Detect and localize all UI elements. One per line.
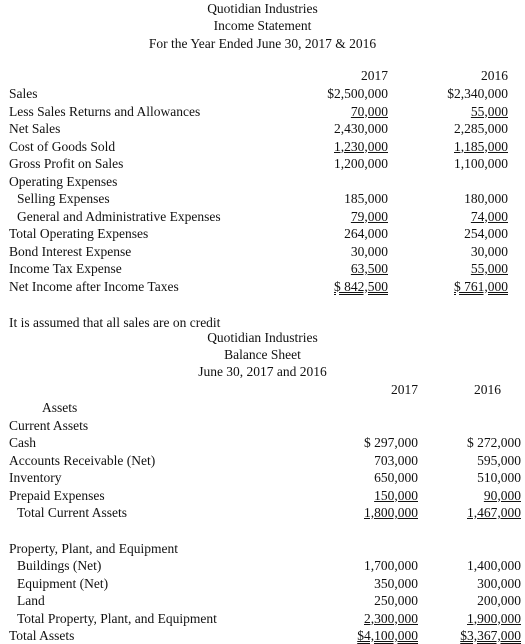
value-text: $ 272,000 (467, 435, 521, 450)
row-value-2017 (290, 191, 388, 207)
row-value-2016 (423, 628, 521, 644)
row-value-2016 (410, 86, 508, 102)
row-value-2017 (320, 576, 418, 592)
value-text: 90,000 (483, 487, 521, 503)
row-label: Operating Expenses (9, 173, 118, 189)
balance-sheet-period: June 30, 2017 and 2016 (198, 364, 327, 379)
value-text: 264,000 (344, 226, 388, 241)
value-text: 350,000 (374, 575, 418, 591)
row-value-2017 (320, 435, 418, 451)
value-text: 2,430,000 (334, 121, 388, 136)
current-assets-heading: Current Assets (9, 418, 89, 433)
row-label: Gross Profit on Sales (9, 156, 124, 171)
value-text: 180,000 (464, 191, 508, 206)
row-value-2017 (290, 121, 388, 137)
row-label: Land (17, 593, 45, 608)
row-value-2016 (410, 156, 508, 172)
value-text: 1,467,000 (467, 505, 521, 520)
ppe-heading: Property, Plant, and Equipment (9, 541, 178, 556)
row-value-2016 (410, 279, 508, 295)
value-text: 1,100,000 (454, 156, 508, 171)
value-text: 185,000 (344, 191, 388, 206)
row-value-2017 (290, 139, 388, 155)
row-value-2017 (290, 244, 388, 260)
value-text: $2,500,000 (327, 86, 388, 101)
row-value-2017 (290, 209, 388, 225)
row-value-2017 (290, 86, 388, 102)
value-text: $ 842,500 (334, 278, 388, 294)
value-text: 150,000 (374, 487, 418, 503)
row-value-2017 (290, 226, 388, 242)
value-text: 650,000 (374, 470, 418, 485)
row-value-2016 (410, 121, 508, 137)
balance-col-2017: 2017 (391, 382, 418, 397)
row-label: Cash (9, 435, 36, 450)
row-label: Equipment (Net) (17, 575, 109, 591)
value-text: 510,000 (477, 470, 521, 485)
value-text: 63,500 (350, 261, 388, 276)
value-text: 30,000 (350, 243, 388, 259)
value-text: 200,000 (477, 593, 521, 608)
value-text: 79,000 (350, 208, 388, 224)
row-label: Cost of Goods Sold (9, 138, 116, 154)
row-value-2016 (410, 261, 508, 277)
row-value-2017 (320, 488, 418, 504)
row-value-2016 (410, 226, 508, 242)
row-value-2016 (423, 576, 521, 592)
row-label: Buildings (Net) (17, 558, 102, 573)
value-text: 703,000 (374, 452, 418, 468)
value-text: 70,000 (350, 103, 388, 119)
value-text: 300,000 (477, 575, 521, 591)
row-value-2017 (290, 104, 388, 120)
row-value-2017 (320, 470, 418, 486)
value-text: 1,700,000 (364, 558, 418, 573)
row-label: Selling Expenses (17, 191, 110, 206)
value-text: 254,000 (464, 226, 508, 241)
row-value-2016 (410, 244, 508, 260)
balance-sheet-company: Quotidian Industries (207, 330, 318, 345)
row-value-2016 (423, 593, 521, 609)
row-value-2016 (423, 505, 521, 521)
row-value-2016 (410, 104, 508, 120)
row-value-2016 (423, 435, 521, 451)
row-value-2017 (320, 628, 418, 644)
row-label: Net Sales (9, 121, 61, 136)
row-label: Total Assets (9, 628, 75, 643)
credit-note: It is assumed that all sales are on credit (9, 315, 221, 330)
row-value-2017 (320, 505, 418, 521)
value-text: 2,285,000 (454, 121, 508, 136)
row-value-2016 (423, 611, 521, 627)
row-label: General and Administrative Expenses (17, 208, 221, 224)
value-text: 1,200,000 (334, 156, 388, 171)
value-text: 74,000 (470, 208, 508, 224)
value-text: $3,367,000 (460, 628, 521, 643)
value-text: 595,000 (477, 452, 521, 468)
row-value-2017 (320, 453, 418, 469)
income-statement-title: Income Statement (213, 18, 312, 33)
income-col-2017: 2017 (361, 68, 388, 83)
row-label: Total Operating Expenses (9, 226, 149, 241)
value-text: $ 761,000 (454, 278, 508, 294)
row-value-2017 (290, 156, 388, 172)
value-text: 1,185,000 (454, 138, 508, 154)
balance-sheet-title: Balance Sheet (224, 347, 301, 362)
income-statement-company: Quotidian Industries (207, 1, 318, 16)
row-label: Bond Interest Expense (9, 243, 132, 259)
row-value-2017 (290, 261, 388, 277)
row-value-2016 (423, 488, 521, 504)
row-value-2017 (320, 558, 418, 574)
value-text: 250,000 (374, 593, 418, 608)
assets-heading: Assets (42, 400, 78, 415)
value-text: 1,900,000 (467, 610, 521, 626)
value-text: 30,000 (470, 243, 508, 259)
row-label: Net Income after Income Taxes (9, 278, 179, 294)
income-col-2016: 2016 (481, 68, 508, 83)
row-label: Accounts Receivable (Net) (9, 452, 156, 468)
value-text: $4,100,000 (357, 628, 418, 643)
value-text: $ 297,000 (364, 435, 418, 450)
row-value-2017 (320, 611, 418, 627)
row-value-2016 (410, 209, 508, 225)
row-value-2016 (423, 558, 521, 574)
row-value-2016 (410, 139, 508, 155)
row-label: Inventory (9, 470, 62, 485)
row-value-2016 (423, 470, 521, 486)
row-label: Less Sales Returns and Allowances (9, 103, 201, 119)
value-text: 55,000 (470, 103, 508, 119)
row-label: Total Current Assets (17, 505, 128, 520)
value-text: 1,800,000 (364, 505, 418, 520)
value-text: 1,230,000 (334, 138, 388, 154)
income-statement-period: For the Year Ended June 30, 2017 & 2016 (148, 36, 377, 51)
row-label: Sales (9, 86, 38, 101)
value-text: 55,000 (470, 261, 508, 276)
balance-col-2016: 2016 (474, 382, 501, 397)
value-text: 1,400,000 (467, 558, 521, 573)
row-label: Prepaid Expenses (9, 487, 105, 503)
row-value-2016 (410, 191, 508, 207)
value-text: $2,340,000 (447, 86, 508, 101)
value-text: 2,300,000 (364, 610, 418, 626)
row-value-2016 (423, 453, 521, 469)
row-label: Income Tax Expense (9, 261, 122, 276)
row-value-2017 (290, 279, 388, 295)
row-value-2017 (320, 593, 418, 609)
row-label: Total Property, Plant, and Equipment (17, 610, 217, 626)
